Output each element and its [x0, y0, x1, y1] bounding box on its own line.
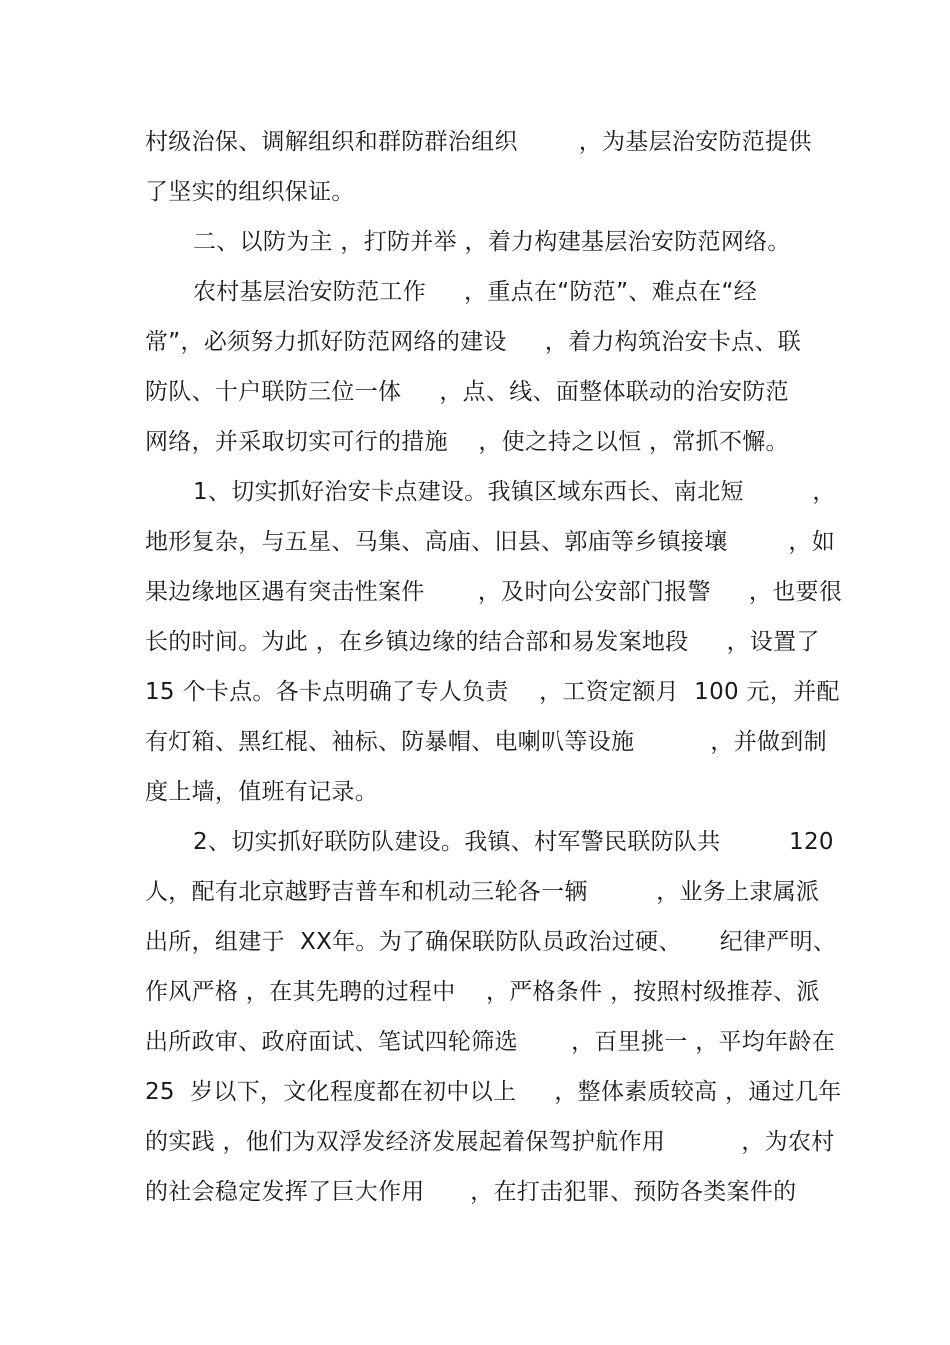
- text-line: 地形复杂，与五星、马集、高庙、旧县、郭庙等乡镇接壤 ，如: [145, 529, 835, 555]
- text-line: 长的时间。为此 ，在乡镇边缘的结合部和易发案地段 ，设置了: [145, 629, 820, 655]
- text-line: 村级治保、调解组织和群防群治组织 ，为基层治安防范提供: [145, 129, 812, 155]
- text-line: 出所政审、政府面试、笔试四轮筛选 ，百里挑一 ，平均年龄在: [145, 1029, 835, 1055]
- text-line: 人，配有北京越野吉普车和机动三轮各一辆 ，业务上隶属派: [145, 879, 820, 905]
- text-line: 网络，并采取切实可行的措施 ，使之持之以恒 ，常抓不懈。: [145, 429, 789, 455]
- text-line: 作风严格 ，在其先聘的过程中 ，严格条件 ，按照村级推荐、派: [145, 979, 820, 1005]
- section-heading: 二、以防为主 ，打防并举 ，着力构建基层治安防范网络。: [193, 229, 791, 255]
- text-line: 1、切实抓好治安卡点建设。我镇区域东西长、南北短 ，: [193, 479, 836, 505]
- text-line: 25 岁以下，文化程度都在初中以上 ，整体素质较高 ，通过几年: [145, 1079, 842, 1105]
- text-line: 出所，组建于 XX年。为了确保联防队员政治过硬、 纪律严明、: [145, 929, 837, 955]
- text-line: 的实践 ，他们为双浮发经济发展起着保驾护航作用 ，为农村: [145, 1129, 835, 1155]
- text-line: 有灯箱、黑红棍、袖标、防暴帽、电喇叭等设施 ，并做到制: [145, 729, 827, 755]
- text-line: 度上墙，值班有记录。: [145, 779, 378, 805]
- text-line: 农村基层治安防范工作 ，重点在“防范”、难点在“经: [193, 279, 758, 305]
- text-line: 15 个卡点。各卡点明确了专人负责 ，工资定额月 100 元，并配: [145, 679, 840, 705]
- text-line: 果边缘地区遇有突击性案件 ，及时向公安部门报警 ，也要很: [145, 579, 843, 605]
- text-line: 的社会稳定发挥了巨大作用 ，在打击犯罪、预防各类案件的: [145, 1179, 797, 1205]
- text-line: 防队、十户联防三位一体 ，点、线、面整体联动的治安防范: [145, 379, 789, 405]
- text-line: 常”，必须努力抓好防范网络的建设 ，着力构筑治安卡点、联: [145, 329, 802, 355]
- text-line: 了坚实的组织保证。: [145, 179, 355, 205]
- text-line: 2、切实抓好联防队建设。我镇、村军警民联防队共 120: [193, 829, 834, 855]
